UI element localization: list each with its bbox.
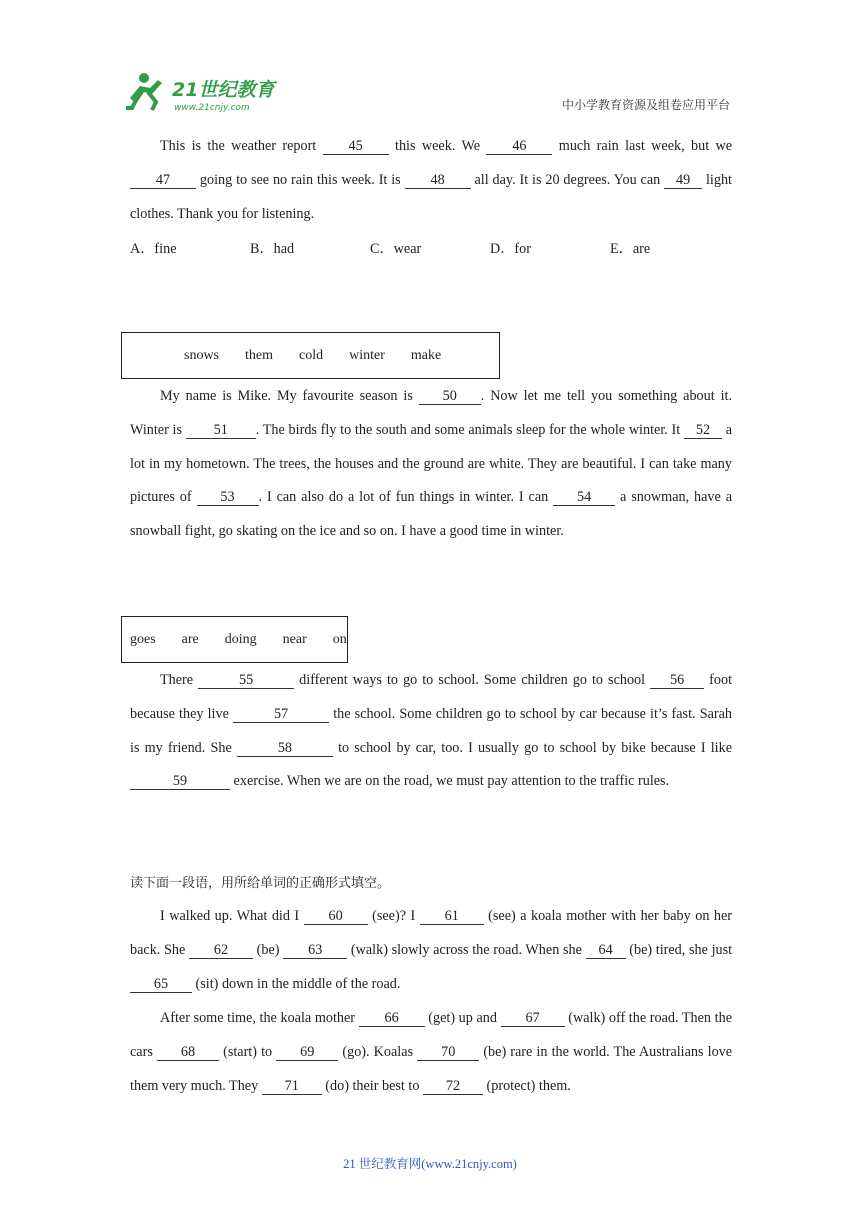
blank-64[interactable]: 64 [586,942,626,959]
text: the school. Some children go to school by car because it’s fast. Sarah is my friend. She [130,705,733,756]
logo-main-text: 21世纪教育 [172,79,275,101]
word-box-winter [121,332,500,379]
text: exercise. When we are on the road, we must pay attention to the traffic rules. [233,773,670,790]
blank-48[interactable]: 48 [405,172,471,189]
text: light clothes. Thank you for listening. [130,171,732,222]
text: (be) [256,941,280,958]
blank-66[interactable]: 66 [359,1010,425,1027]
blank-53[interactable]: 53 [197,489,259,506]
word-item: goes [130,631,156,647]
blank-65[interactable]: 65 [130,976,192,993]
text: (do) their best to [325,1077,420,1094]
text: (see) a koala mother with her baby on her back. She [130,908,733,958]
text: . I can also do a lot of fun things in winter. I can [258,489,549,506]
word-item: winter [349,347,385,363]
blank-69[interactable]: 69 [276,1044,338,1061]
text: (see)? I [372,908,416,924]
text: (protect) them. [486,1077,571,1094]
logo-sub-text: www.21cnjy.com [174,103,250,113]
text: (be) rare in the world. The Australians love them very much. They [130,1043,733,1094]
word-item: them [245,347,274,363]
text: foot because they live [130,672,733,722]
section-instruction: 读下面一段语，用所给单词的正确形式填空。 [130,876,391,891]
blank-60[interactable]: 60 [304,908,368,925]
option-a[interactable]: A．fine [130,241,177,257]
answer-options [130,238,732,258]
option-e[interactable]: E．are [610,241,651,257]
text: different ways to go to school. Some children go to school [299,672,646,688]
site-logo [122,68,292,116]
text: (get) up and [428,1010,497,1026]
text: I walked up. What did I [160,908,300,924]
option-b[interactable]: B．had [250,241,295,257]
blank-59[interactable]: 59 [130,773,230,790]
passage-school [130,664,732,799]
blank-70[interactable]: 70 [417,1044,479,1061]
text: . Now let me tell you something about it. Winter is [130,388,733,438]
logo-graphic [122,68,292,116]
text: going to see no rain this week. It is [199,171,401,188]
blank-55[interactable]: 55 [198,672,294,689]
word-item: on [332,631,347,647]
blank-52[interactable]: 52 [684,422,722,439]
blank-58[interactable]: 58 [237,740,333,757]
blank-50[interactable]: 50 [419,388,481,405]
blank-49[interactable]: 49 [664,172,702,189]
blank-72[interactable]: 72 [423,1078,483,1095]
blank-62[interactable]: 62 [189,942,253,959]
text: a lot in my hometown. The trees, the houses and the ground are white. They are beautiful. I can take many pictures of [130,421,733,506]
word-item: near [282,631,307,647]
text: My name is Mike. My favourite season is [160,388,413,404]
text: this week. We [395,138,481,154]
blank-56[interactable]: 56 [650,672,704,689]
word-item: doing [224,631,257,647]
text: . The birds fly to the south and some animals sleep for the whole winter. It [255,421,681,438]
text: After some time, the koala mother [160,1010,356,1026]
option-c[interactable]: C．wear [370,241,422,257]
word-item: snows [184,347,220,363]
text: much rain last week, but we [558,138,733,154]
blank-47[interactable]: 47 [130,172,196,189]
passage-winter [130,380,732,549]
word-item: are [181,631,199,647]
passage-koala-1 [130,900,732,1001]
text: (walk) slowly across the road. When she [350,941,582,958]
option-d[interactable]: D．for [490,241,531,257]
text: (sit) down in the middle of the road. [195,975,401,992]
blank-51[interactable]: 51 [186,422,256,439]
text: (be) tired, she just [629,941,733,958]
passage-weather [130,130,732,231]
blank-54[interactable]: 54 [553,489,615,506]
word-box-school [121,616,348,663]
passage-koala-2 [130,1002,732,1103]
blank-67[interactable]: 67 [501,1010,565,1027]
word-item: make [410,347,442,363]
text: all day. It is 20 degrees. You can [474,171,661,188]
blank-45[interactable]: 45 [323,138,389,155]
text: There [160,672,194,688]
text: (start) to [223,1043,273,1060]
word-item: cold [299,347,324,363]
text: to school by car, too. I usually go to school by bike because I like [338,739,732,756]
blank-68[interactable]: 68 [157,1044,219,1061]
blank-61[interactable]: 61 [420,908,484,925]
page-footer[interactable]: 21 世纪教育网(www.21cnjy.com) [343,1157,517,1171]
header-tagline: 中小学教育资源及组卷应用平台 [561,98,730,112]
blank-57[interactable]: 57 [233,706,329,723]
blank-71[interactable]: 71 [262,1078,322,1095]
text: This is the weather report [160,138,317,154]
text: (go). Koalas [342,1043,414,1060]
text: (walk) off the road. Then the cars [130,1010,732,1060]
blank-63[interactable]: 63 [283,942,347,959]
text: a snowman, have a snowball fight, go skating on the ice and so on. I have a good time in winter. [130,489,732,540]
blank-46[interactable]: 46 [486,138,552,155]
